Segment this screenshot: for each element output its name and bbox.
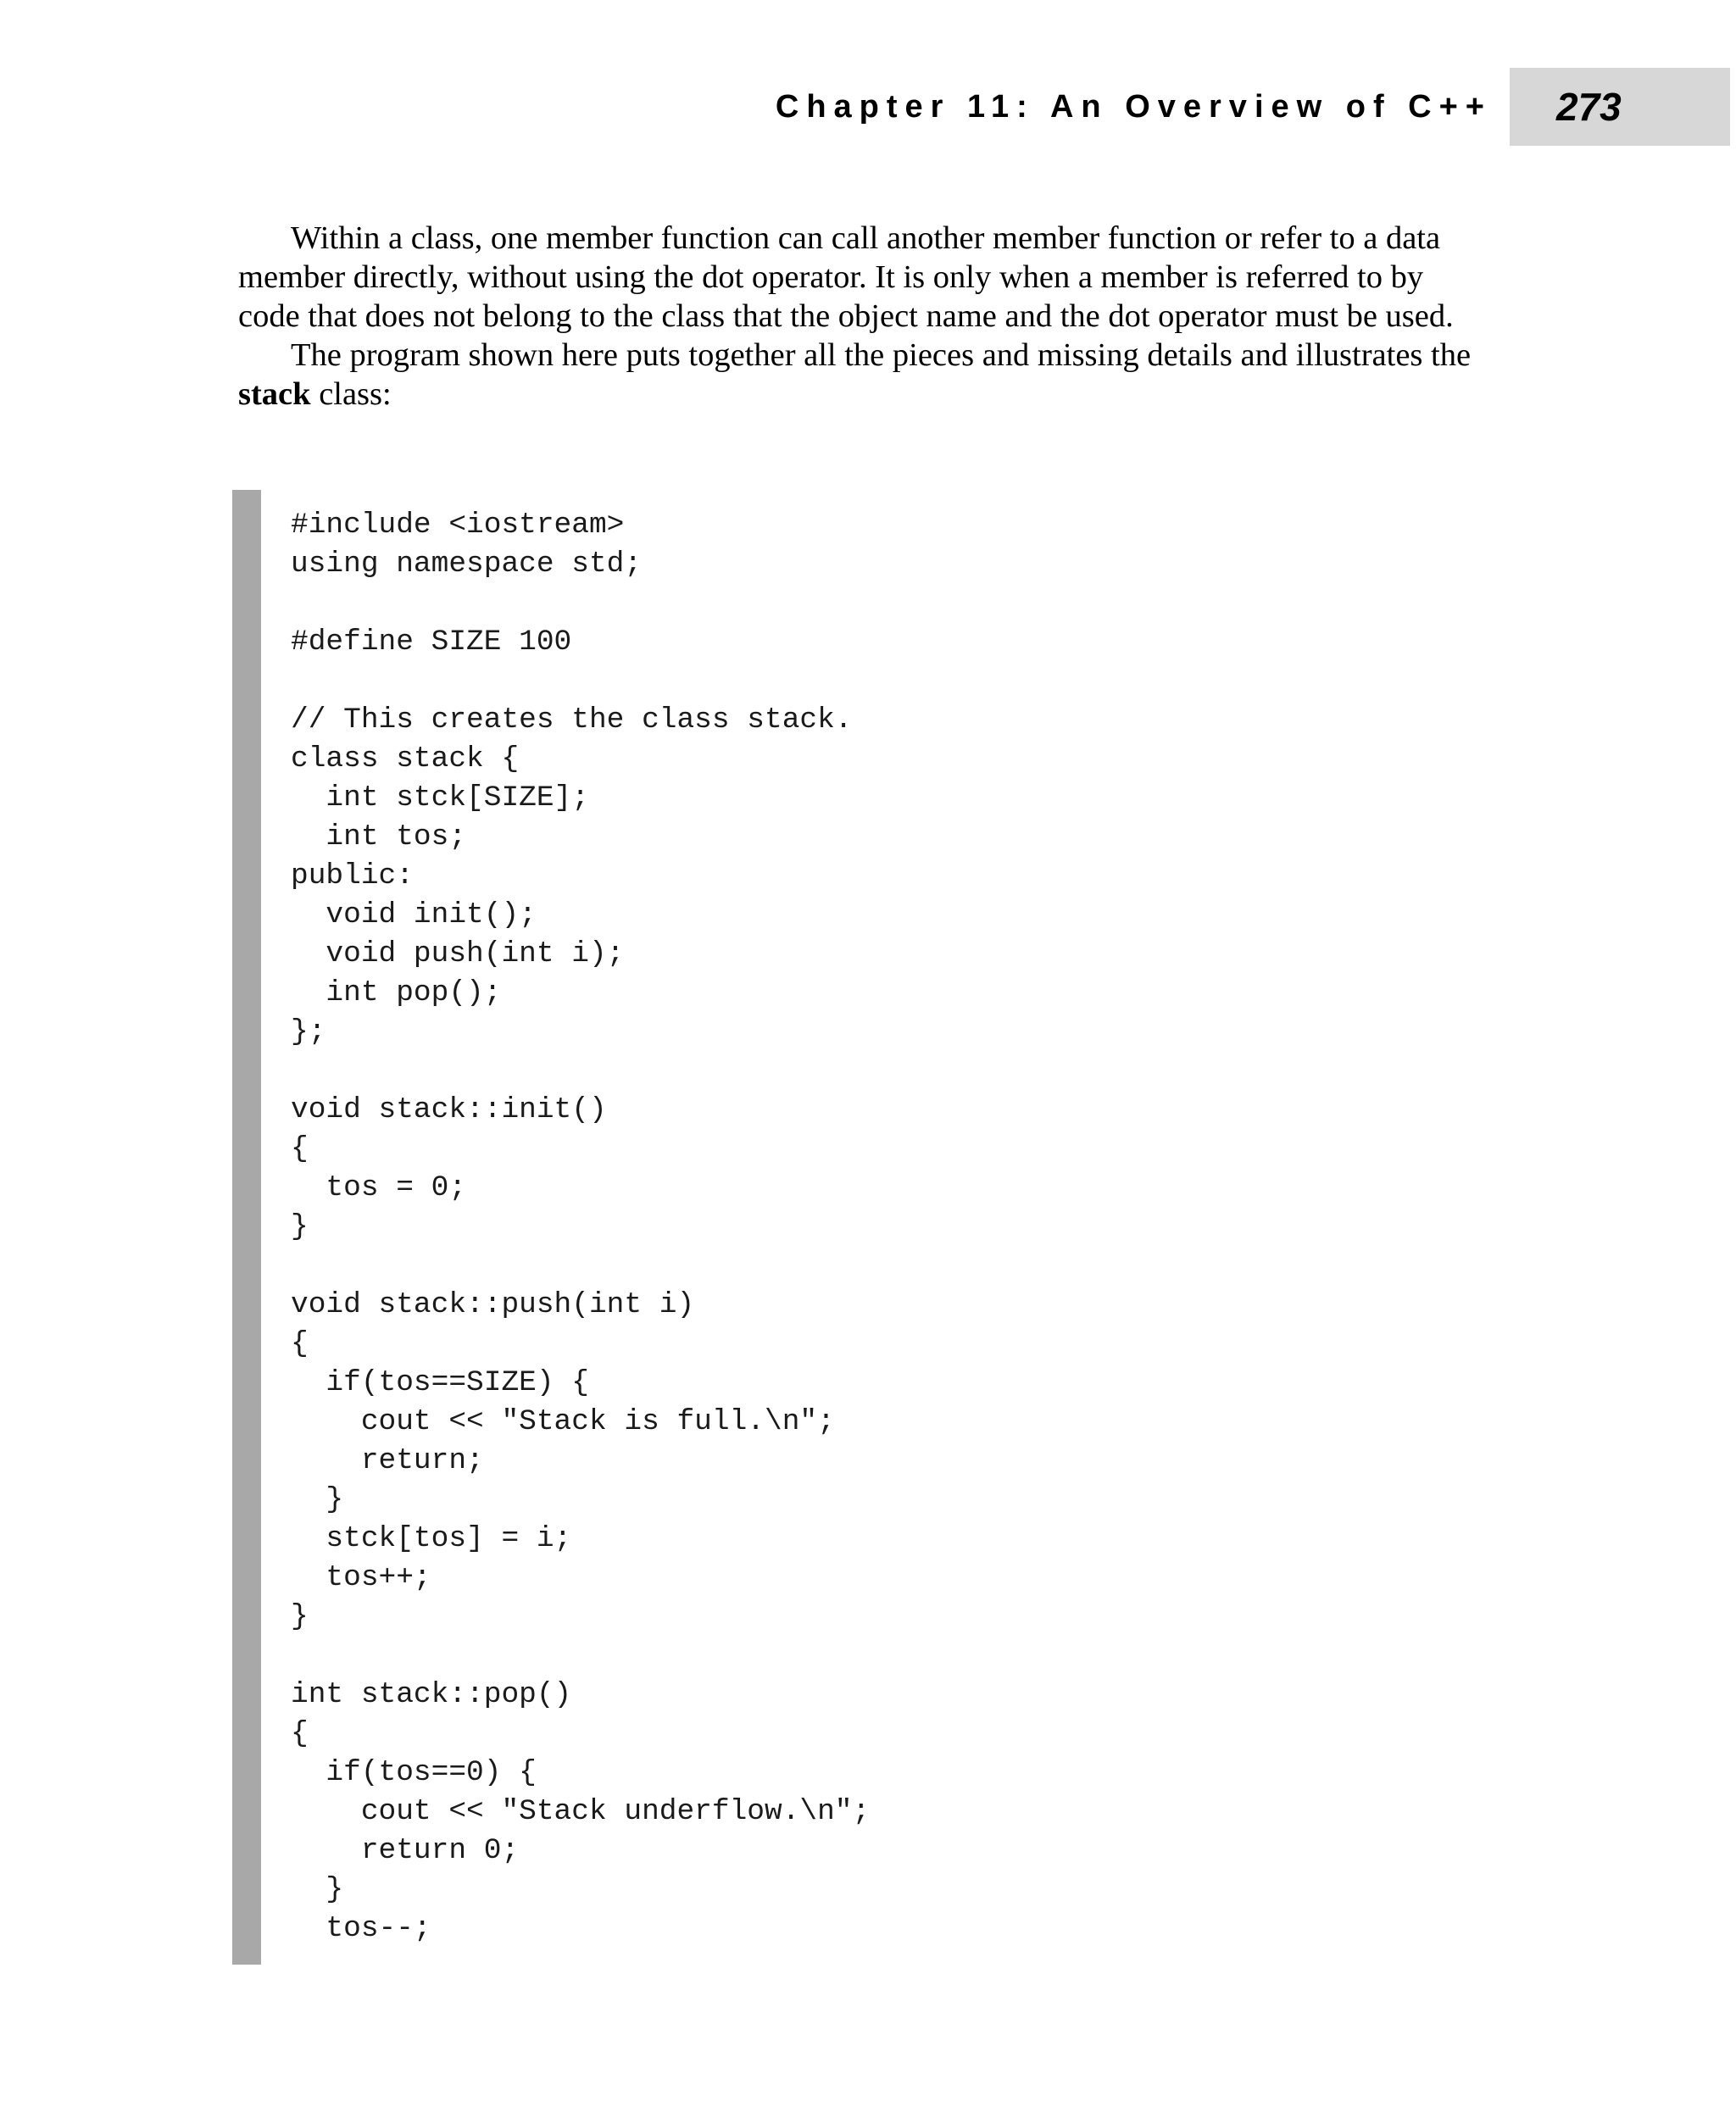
code-line: int tos; <box>291 820 467 853</box>
body-text <box>238 219 1493 414</box>
code-line: class stack { <box>291 742 520 776</box>
chapter-title: Chapter 11: An Overview of C++ <box>775 89 1492 125</box>
code-line: int stack::pop() <box>291 1678 572 1711</box>
code-line: { <box>291 1132 309 1165</box>
code-line: if(tos==0) { <box>291 1756 537 1789</box>
bold-term: stack <box>238 376 311 412</box>
paragraph <box>238 336 1493 414</box>
code-line: } <box>291 1483 344 1516</box>
code-line: void stack::init() <box>291 1093 607 1126</box>
running-head <box>0 68 1736 146</box>
code-line: cout << "Stack is full.\n"; <box>291 1405 835 1438</box>
code-line: #define SIZE 100 <box>291 625 572 659</box>
paragraph-text: class: <box>310 376 392 412</box>
code-line: }; <box>291 1015 326 1048</box>
paragraph-text: The program shown here puts together all the pieces and missing details and illustrates the <box>291 337 1472 373</box>
code-line: stck[tos] = i; <box>291 1522 572 1555</box>
code-line: int stck[SIZE]; <box>291 781 589 814</box>
code-line: if(tos==SIZE) { <box>291 1366 589 1399</box>
code-line: int pop(); <box>291 976 502 1009</box>
code-line: void stack::push(int i) <box>291 1288 695 1321</box>
code-line: return 0; <box>291 1834 520 1867</box>
paragraph: Within a class, one member function can call another member function or refer to a data member directly, without using the dot operator. It is only when a member is referred to by code that does not belong to the class that the object name and the dot operator must be used. <box>238 220 1454 334</box>
code-line: } <box>291 1873 344 1906</box>
code-line: cout << "Stack underflow.\n"; <box>291 1795 871 1828</box>
code-line: tos = 0; <box>291 1171 467 1204</box>
code-line: { <box>291 1717 309 1750</box>
code-line: void push(int i); <box>291 937 625 970</box>
code-line: } <box>291 1600 309 1633</box>
code-margin-bar <box>232 490 261 1965</box>
code-line: return; <box>291 1444 484 1477</box>
code-line: { <box>291 1327 309 1360</box>
code-line: tos++; <box>291 1561 431 1594</box>
page-number-box <box>1510 68 1730 146</box>
page-number: 273 <box>1556 85 1622 129</box>
code-line: #include <iostream> <box>291 509 625 542</box>
code-line: using namespace std; <box>291 548 643 581</box>
code-line: public: <box>291 859 414 892</box>
code-listing <box>291 506 870 1949</box>
code-line: } <box>291 1210 309 1243</box>
code-line: // This creates the class stack. <box>291 703 853 737</box>
code-line: void init(); <box>291 898 537 931</box>
code-line: tos--; <box>291 1912 431 1945</box>
